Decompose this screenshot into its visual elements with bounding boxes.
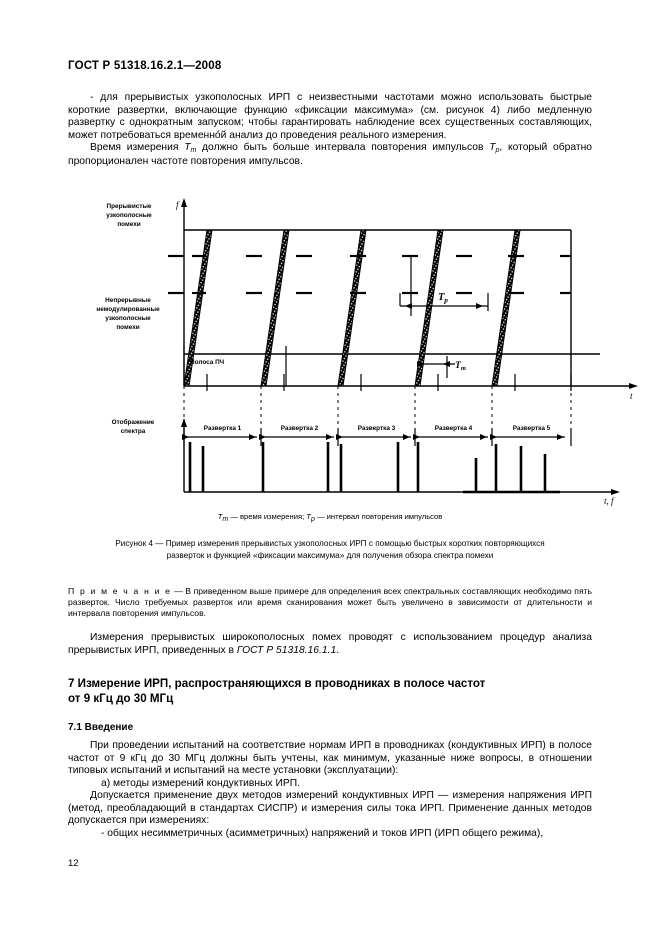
label-sweep-1: Развертка 1	[203, 425, 242, 432]
label-spectrum-display: Отображение спектра	[111, 419, 155, 435]
label-Tm-symbol: $T_m$	[455, 361, 466, 372]
note-keyword: П р и м е ч а н и е	[68, 586, 172, 596]
section-7-item-dash: - общих несимметричных (асимметричных) напряжений и токов ИРП (ИРП общего режима),	[101, 827, 544, 839]
label-continuous-unmodulated: Непрерывные немодулированные узкополосные помехи	[96, 297, 160, 331]
sweep-divider-guides	[184, 386, 571, 428]
section-7-body	[68, 740, 592, 840]
label-Tp-symbol: $T_p$	[438, 292, 448, 305]
label-sweep-4: Развертка 4	[434, 425, 473, 432]
symbol-Tp: T	[489, 142, 496, 154]
legend-Tp: T	[306, 512, 311, 521]
figure-caption-line2: разверток и функцией «фиксации максимума» для получения обзора спектра помехи	[166, 550, 494, 560]
note-text: — В приведенном выше примере для определения всех спектральных составляющих необходимо пять разверток. Число требуемых разверток или время сканирования может быть увеличено в зависимости от длительности и интервала повторения импульсов.	[68, 586, 593, 618]
paragraph-bullet-intermittent: - для прерывистых узкополосных ИРП с неизвестными частотами можно использовать быстрые короткие развертки, включающие функцию «фиксации максимума» (см. рисунок 4) либо медленную развертку с однократным запуском; чтобы гарантировать наблюдение всех существенных составляющих, может потребоваться временно́й анализ до проведения реального измерения.	[68, 92, 592, 141]
figure-caption-line1: Рисунок 4 — Пример измерения прерывистых узкополосных ИРП с помощью быстрых коротких повторяющихся	[115, 539, 545, 548]
paragraph-broadband-procedures	[68, 632, 592, 657]
note-block	[68, 586, 592, 619]
spectral-lines	[190, 442, 545, 492]
legend-Tp-sub: p	[310, 516, 315, 523]
section-7-paragraph-1: При проведении испытаний на соответствие нормам ИРП в проводниках (кондуктивных ИРП) в полосе частот от 9 кГц до 30 МГц должны быть учтены, как минимум, указанные ниже вопросы, в отношении типовых испытаний и испытаний на месте установки (эксплуатации):	[68, 740, 592, 777]
label-sweep-3: Развертка 3	[357, 425, 396, 432]
axis-label-t-top: t	[630, 391, 633, 401]
section-7-heading	[68, 676, 592, 706]
section-7-heading-line1: 7 Измерение ИРП, распространяющихся в проводниках в полосе частот	[68, 677, 486, 690]
axis-label-f-top: f	[176, 200, 179, 210]
label-intermittent-narrowband: Прерывистые узкополосные помехи	[106, 203, 152, 228]
symbol-Tm: T	[184, 142, 191, 154]
figure-symbol-legend	[68, 512, 592, 521]
page-number: 12	[68, 858, 79, 869]
legend-Tm: T	[217, 512, 223, 521]
para2-mid: должно быть больше интервала повторения импульсов	[196, 142, 490, 154]
para2-post: , который обратно пропорционален частоте повторения импульсов.	[68, 142, 593, 167]
subsection-7-1-title: 7.1 Введение	[68, 722, 134, 733]
legend-mid: — время измерения;	[228, 512, 307, 521]
figure-4-svg	[0, 196, 661, 506]
figure-4-diagram	[0, 196, 661, 506]
section-7-heading-line2: от 9 кГц до 30 МГц	[68, 692, 174, 705]
after-note-pre: Измерения прерывистых широкополосных помех проводят с использованием процедур анализа прерывистых ИРП, приведенных в	[68, 632, 592, 656]
paragraph-measurement-time	[68, 142, 592, 168]
tp-measure-bracket	[400, 256, 488, 316]
label-sweep-5: Развертка 5	[512, 425, 551, 432]
section-7-paragraph-2: Допускается применение двух методов измерений кондуктивных ИРП — измерения напряжения ИРП (метод, преобладающий в стандартах СИСПР) и измерения силы тока ИРП. Применение данных методов допускается при измерениях:	[68, 790, 592, 827]
subsection-7-1	[68, 722, 592, 733]
symbol-Tm-sub: m	[190, 147, 197, 155]
axis-label-tf-bottom: t, f	[604, 496, 614, 506]
after-note-standard-ref: ГОСТ Р 51318.16.1.1	[236, 644, 337, 656]
symbol-Tp-sub: p	[495, 147, 500, 155]
section-7-item-a: a) методы измерений кондуктивных ИРП.	[101, 777, 301, 789]
legend-Tm-sub: m	[222, 516, 229, 523]
label-if-band: Полоса ПЧ	[190, 359, 225, 366]
after-note-post: .	[336, 644, 340, 656]
body-content	[68, 92, 592, 168]
figure-caption	[68, 538, 592, 561]
label-sweep-2: Развертка 2	[280, 425, 319, 432]
para2-pre: Время измерения	[90, 142, 185, 154]
legend-post: — интервал повторения импульсов	[314, 512, 443, 521]
page-header: ГОСТ Р 51318.16.2.1—2008	[68, 60, 222, 72]
